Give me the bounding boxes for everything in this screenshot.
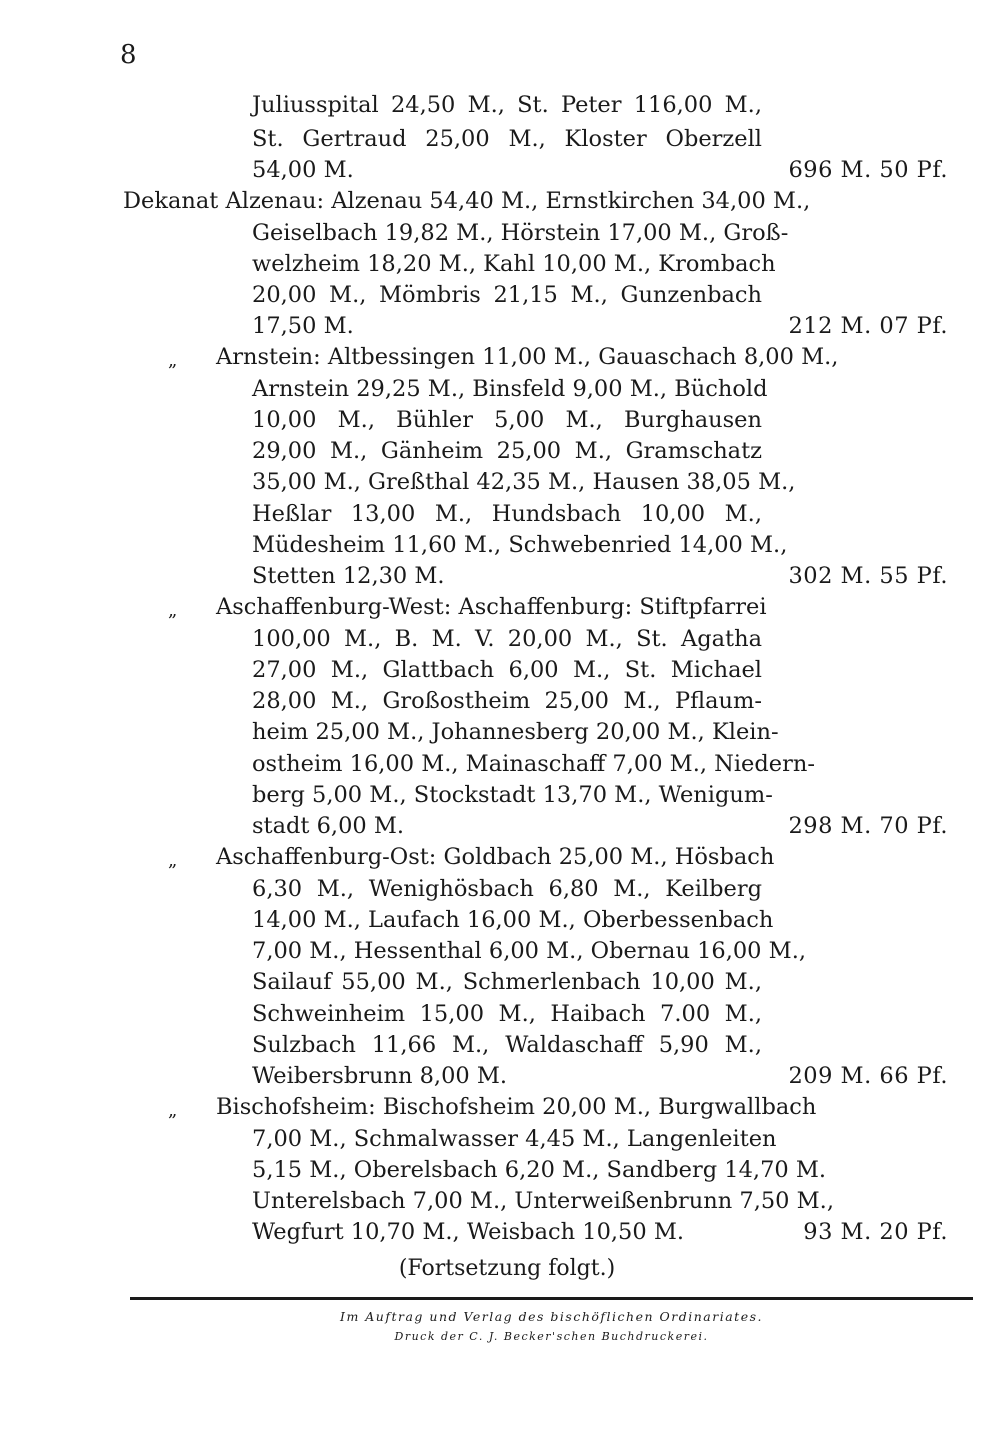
ditto-mark: „ <box>168 350 178 371</box>
text-line: 7,00 M., Hessenthal 6,00 M., Obernau 16,00 M., <box>252 938 806 964</box>
text-line: Müdesheim 11,60 M., Schwebenried 14,00 M., <box>252 532 788 558</box>
amount-total: 209 M. 66 Pf. <box>788 1063 948 1089</box>
text-line: Wegfurt 10,70 M., Weisbach 10,50 M. <box>252 1219 685 1245</box>
amount-total: 298 M. 70 Pf. <box>788 813 948 839</box>
text-line: Geiselbach 19,82 M., Hörstein 17,00 M., Groß- <box>252 220 789 246</box>
amount-total: 93 M. 20 Pf. <box>803 1219 948 1245</box>
page-number: 8 <box>120 40 137 70</box>
text-line: Sulzbach 11,66 M., Waldaschaff 5,90 M., <box>252 1032 762 1058</box>
text-line: Schweinheim 15,00 M., Haibach 7.00 M., <box>252 1001 762 1027</box>
text-line: Aschaffenburg-Ost: Goldbach 25,00 M., Hösbach <box>216 844 775 870</box>
ditto-mark: „ <box>168 850 178 871</box>
text-line: Aschaffenburg-West: Aschaffenburg: Stiftpfarrei <box>216 594 767 620</box>
text-line: stadt 6,00 M. <box>252 813 405 839</box>
continuation-note: (Fortsetzung folgt.) <box>398 1256 616 1281</box>
text-line: Bischofsheim: Bischofsheim 20,00 M., Burgwallbach <box>216 1094 817 1120</box>
ditto-mark: „ <box>168 600 178 621</box>
footer-divider <box>130 1297 973 1300</box>
text-line: 35,00 M., Greßthal 42,35 M., Hausen 38,05 M., <box>252 469 796 495</box>
text-line: heim 25,00 M., Johannesberg 20,00 M., Klein- <box>252 719 779 745</box>
text-line: welzheim 18,20 M., Kahl 10,00 M., Krombach <box>252 251 776 277</box>
text-line: 10,00 M., Bühler 5,00 M., Burghausen <box>252 407 762 433</box>
text-line: Arnstein 29,25 M., Binsfeld 9,00 M., Büchold <box>252 376 768 402</box>
text-line: 28,00 M., Großostheim 25,00 M., Pflaum- <box>252 688 762 714</box>
text-line: Arnstein: Altbessingen 11,00 M., Gauaschach 8,00 M., <box>216 344 839 370</box>
text-line: ostheim 16,00 M., Mainaschaff 7,00 M., Niedern- <box>252 751 815 777</box>
text-line: Stetten 12,30 M. <box>252 563 445 589</box>
text-line: Juliusspital 24,50 M., St. Peter 116,00 M., <box>252 92 762 118</box>
text-line: 54,00 M. <box>252 157 354 183</box>
text-line: Unterelsbach 7,00 M., Unterweißenbrunn 7,50 M., <box>252 1188 834 1214</box>
text-line: St. Gertraud 25,00 M., Kloster Oberzell <box>252 126 762 152</box>
text-line: 5,15 M., Oberelsbach 6,20 M., Sandberg 14,70 M. <box>252 1157 827 1183</box>
amount-total: 696 M. 50 Pf. <box>788 157 948 183</box>
text-line: 20,00 M., Mömbris 21,15 M., Gunzenbach <box>252 282 762 308</box>
text-line: Dekanat Alzenau: Alzenau 54,40 M., Ernstkirchen 34,00 M., <box>123 188 811 214</box>
text-line: Heßlar 13,00 M., Hundsbach 10,00 M., <box>252 501 762 527</box>
imprint-publisher: Im Auftrag und Verlag des bischöflichen Ordinariates. <box>340 1309 763 1324</box>
text-line: 17,50 M. <box>252 313 354 339</box>
text-line: berg 5,00 M., Stockstadt 13,70 M., Wenigum- <box>252 782 773 808</box>
text-line: 29,00 M., Gänheim 25,00 M., Gramschatz <box>252 438 762 464</box>
text-line: Sailauf 55,00 M., Schmerlenbach 10,00 M., <box>252 969 762 995</box>
amount-total: 302 M. 55 Pf. <box>788 563 948 589</box>
text-line: 27,00 M., Glattbach 6,00 M., St. Michael <box>252 657 762 683</box>
text-line: Weibersbrunn 8,00 M. <box>252 1063 508 1089</box>
text-line: 14,00 M., Laufach 16,00 M., Oberbessenbach <box>252 907 774 933</box>
text-line: 100,00 M., B. M. V. 20,00 M., St. Agatha <box>252 626 762 652</box>
imprint-printer: Druck der C. J. Becker'schen Buchdruckerei. <box>394 1330 709 1343</box>
text-line: 7,00 M., Schmalwasser 4,45 M., Langenleiten <box>252 1126 777 1152</box>
ditto-mark: „ <box>168 1100 178 1121</box>
text-line: 6,30 M., Wenighösbach 6,80 M., Keilberg <box>252 876 762 902</box>
amount-total: 212 M. 07 Pf. <box>788 313 948 339</box>
